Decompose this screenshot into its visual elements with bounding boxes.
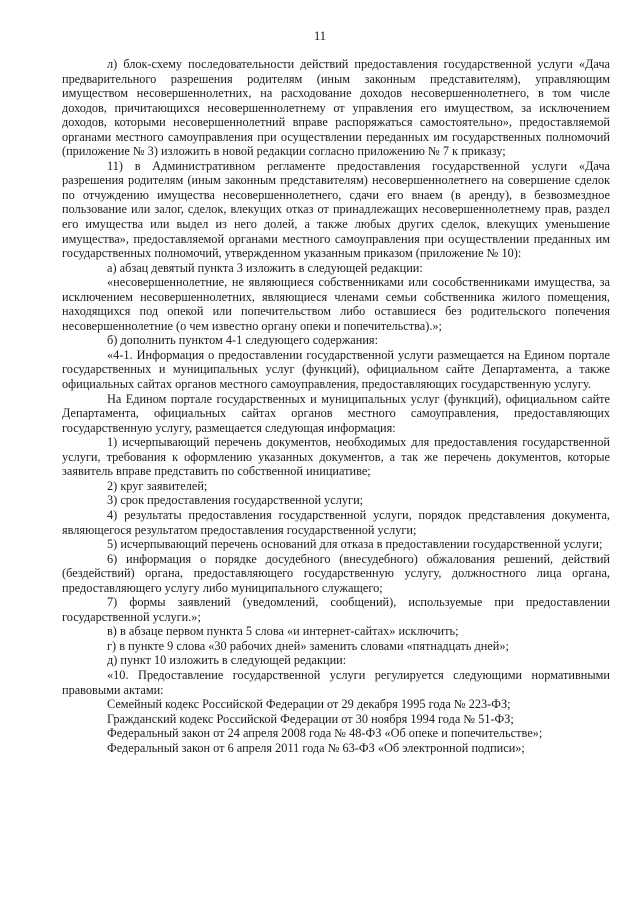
- list-item-4-results: 4) результаты предоставления государственной услуги, порядок представления документа, являющегося результатом предоставления государственной услуги;: [62, 507, 610, 537]
- list-item-2-applicants: 2) круг заявителей;: [107, 478, 208, 493]
- list-item-3-term: 3) срок предоставления государственной услуги;: [107, 493, 364, 508]
- law-electronic-signature: Федеральный закон от 6 апреля 2011 года № 63-ФЗ «Об электронной подписи»;: [107, 740, 525, 755]
- paragraph-sub-g: г) в пункте 9 слова «30 рабочих дней» заменить словами «пятнадцать дней»;: [107, 638, 509, 653]
- law-civil-code: Гражданский кодекс Российской Федерации от 30 ноября 1994 года № 51-ФЗ;: [107, 711, 514, 726]
- paragraph-sub-d: д) пункт 10 изложить в следующей редакции:: [107, 653, 347, 668]
- paragraph-quote-minors: «несовершеннолетние, не являющиеся собственниками или сособственниками имущества, за исключением несовершеннолетних, являющиеся членами семьи собственника жилого помещения, находящихся под опекой или попечительством либо оставшиеся без родительского попечения несовершеннолетние (о чем известно органу опеки и попечительства).»;: [62, 275, 610, 333]
- paragraph-item-11-regulation: 11) в Административном регламенте предоставления государственной услуги «Дача разрешения родителям (иным законным представителям) несовершеннолетнего на совершение сделок по отчуждению имущества несовершеннолетнего, сдачи его внаем (в аренду), в безвозмездное пользование или залог, сделок, влекущих отказ от принадлежащих несовершеннолетнему прав, раздел его имущества или выдел из него долей, а также любых других сделок, влекущих уменьшение имущества», предоставляемой органами местного самоуправления при осуществлении преданных им государственных полномочий, утвержденном указанным приказом (приложение № 10):: [62, 158, 610, 261]
- document-body: [62, 57, 610, 755]
- list-item-7-forms: 7) формы заявлений (уведомлений, сообщений), используемые при предоставлении государственной услуги.»;: [62, 595, 610, 624]
- list-item-6-appeal: 6) информация о порядке досудебного (внесудебного) обжалования решений, действий (бездействий) органа, предоставляющего государственную услугу, должностного лица органа, предоставляющего услугу либо муниципального служащего;: [62, 551, 610, 595]
- paragraph-sub-v: в) в абзаце первом пункта 5 слова «и интернет-сайтах» исключить;: [107, 624, 459, 639]
- list-item-1-documents: 1) исчерпывающий перечень документов, необходимых для предоставления государственной услуги, требования к оформлению указанных документов, а так же перечень документов, которые заявитель вправе представить по собственной инициативе;: [62, 435, 610, 479]
- list-item-5-refusal: 5) исчерпывающий перечень оснований для отказа в предоставлении государственной услуги;: [107, 537, 603, 552]
- page-number: 11: [313, 29, 327, 43]
- law-guardianship: Федеральный закон от 24 апреля 2008 года № 48-ФЗ «Об опеке и попечительстве»;: [107, 726, 543, 741]
- paragraph-10-regulation: «10. Предоставление государственной услуги регулируется следующими нормативными правовыми актами:: [62, 667, 610, 697]
- paragraph-sub-b: б) дополнить пунктом 4-1 следующего содержания:: [107, 333, 378, 348]
- law-family-code: Семейный кодекс Российской Федерации от 29 декабря 1995 года № 223-ФЗ;: [107, 697, 511, 712]
- paragraph-sub-a: а) абзац девятый пункта 3 изложить в следующей редакции:: [107, 260, 423, 275]
- paragraph-item-l-flowchart: л) блок-схему последовательности действий предоставления государственной услуги «Дача предварительного разрешения родителям (иным законным представителям), управляющим имуществом несовершеннолетних, на расходование доходов несовершеннолетнего, в том числе доходов, причитающихся несовершеннолетнему от управления его имуществом, за исключением доходов, которыми несовершеннолетний вправе распоряжаться самостоятельно», предоставляемой органами местного самоуправления при осуществлении переданных им государственных полномочий (приложение № 3) изложить в новой редакции согласно приложению № 7 к приказу;: [62, 57, 610, 159]
- paragraph-portal-info: На Едином портале государственных и муниципальных услуг (функций), официальном сайте Департамента, официальных сайтах органов местного самоуправления, предоставляющих государственную услугу, размещается следующая информация:: [62, 391, 610, 435]
- paragraph-4-1-info: «4-1. Информация о предоставлении государственной услуги размещается на Едином портале государственных и муниципальных услуг (функций), официальном сайте Департамента, а также официальных сайтах органов местного самоуправления, предоставляющих государственную услугу.: [62, 347, 610, 392]
